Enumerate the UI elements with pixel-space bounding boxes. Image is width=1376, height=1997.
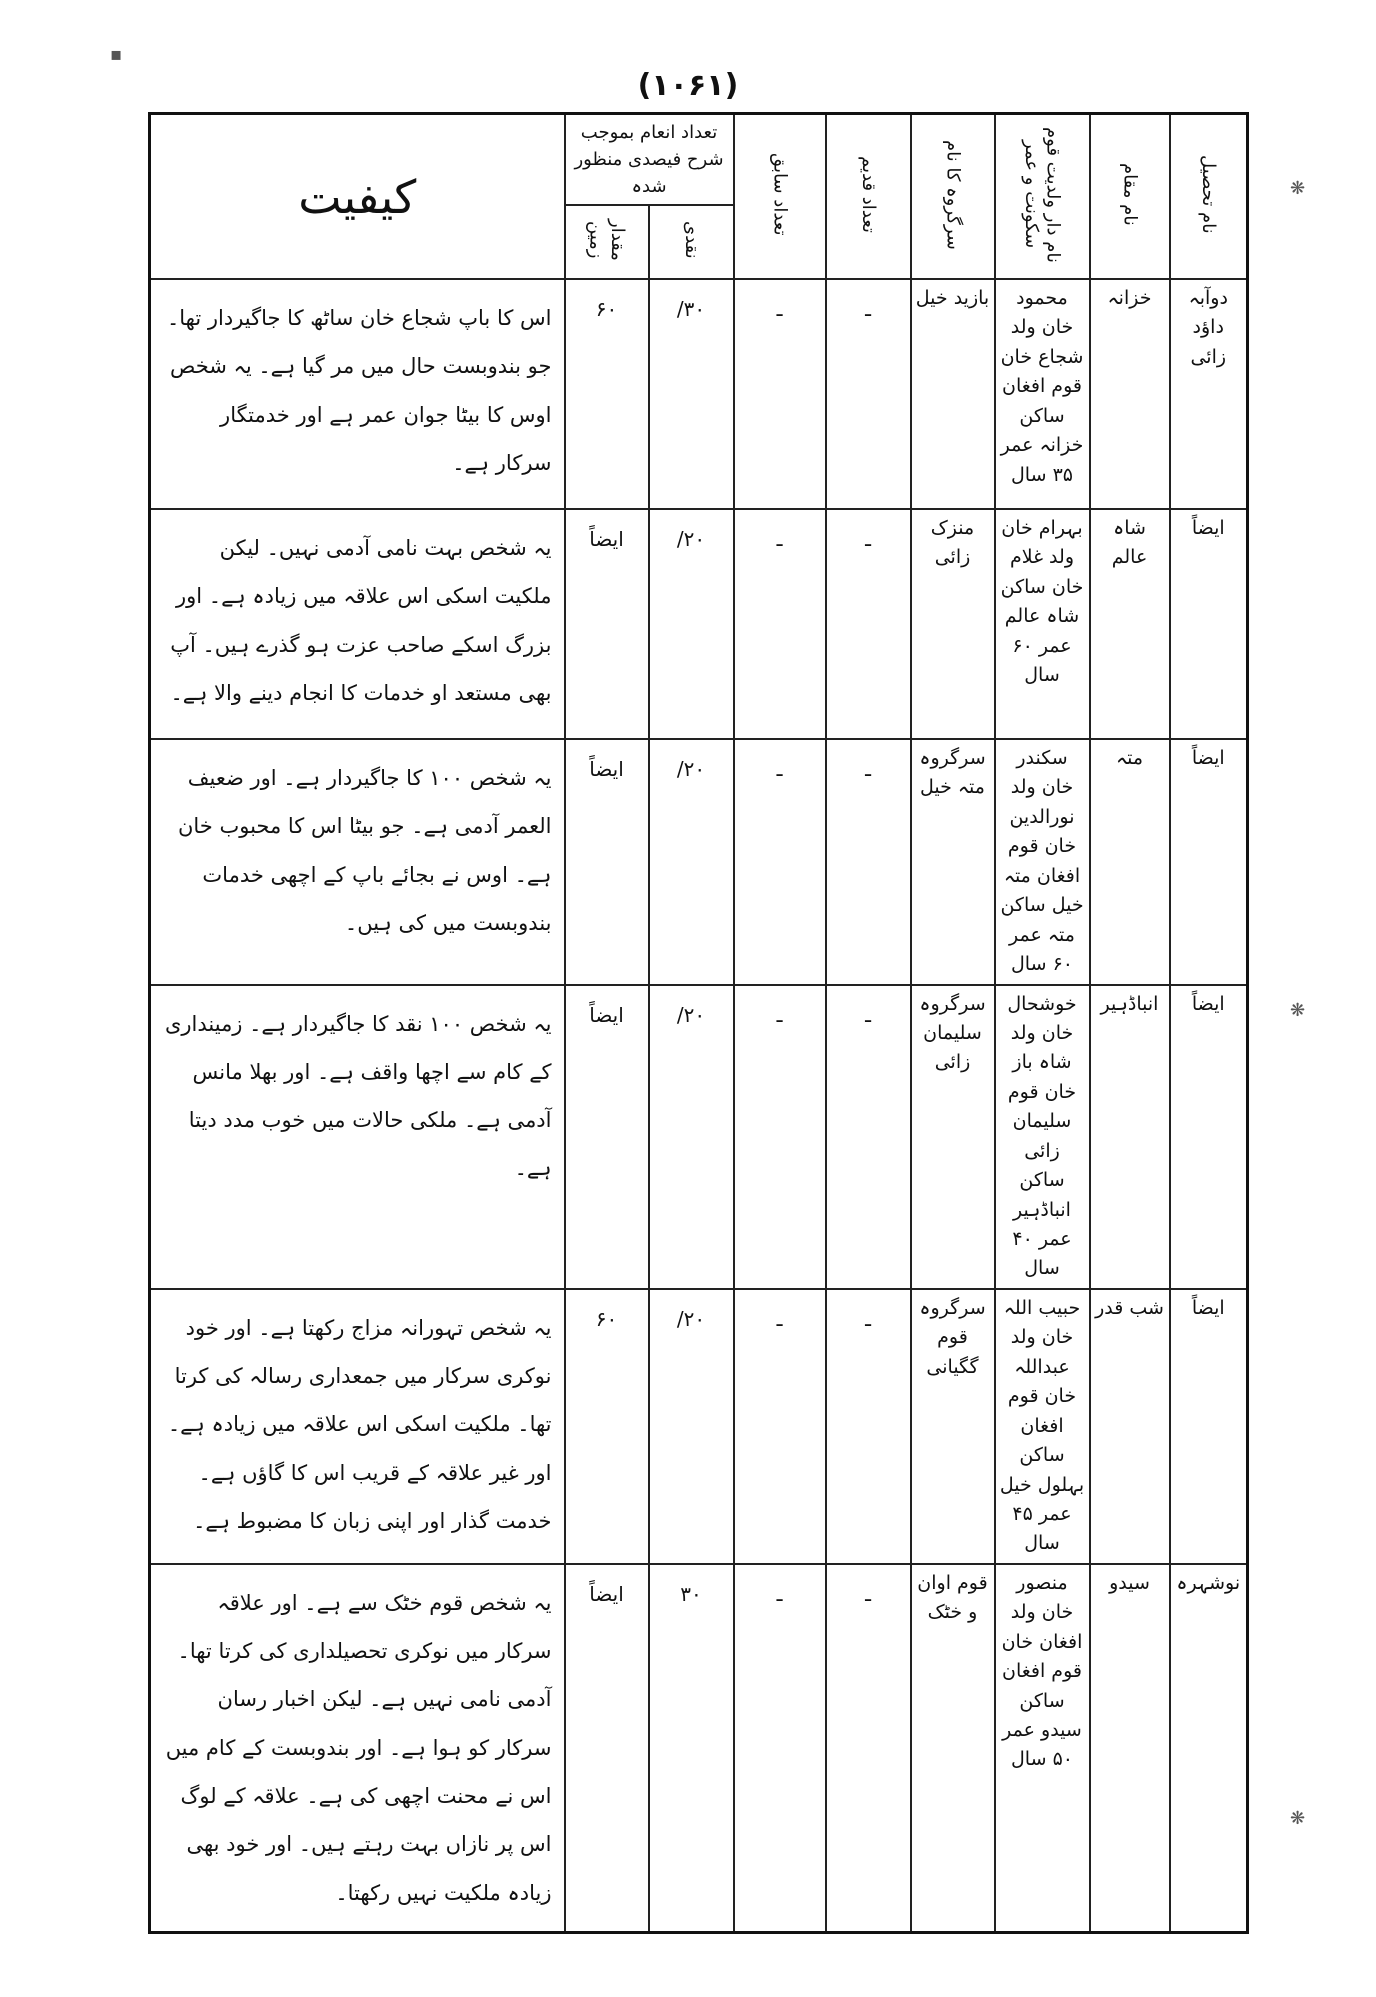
table-row bbox=[150, 279, 1248, 509]
header-prev-amount: تعداد سابق bbox=[734, 114, 826, 280]
grant-land-cell: ایضاً bbox=[565, 509, 649, 739]
group-cell: قوم اوان و خٹک bbox=[911, 1564, 995, 1933]
holder-cell: خوشحال خان ولد شاہ باز خان قوم سلیمان زائی ساکن انباڈہیر عمر ۴۰ سال bbox=[995, 985, 1090, 1289]
grant-cash-cell: ۳۰/ bbox=[649, 279, 734, 509]
prev-amount-cell: ـ bbox=[734, 1289, 826, 1564]
scan-speck-icon: ❋ bbox=[1290, 1808, 1306, 1829]
scan-speck-icon: ❋ bbox=[1290, 1000, 1306, 1021]
table-row bbox=[150, 739, 1248, 985]
old-count-cell: ـ bbox=[826, 509, 911, 739]
group-cell: بازید خیل bbox=[911, 279, 995, 509]
grant-cash-cell: ۳۰ bbox=[649, 1564, 734, 1933]
grant-land-cell: ۶۰ bbox=[565, 279, 649, 509]
page-number: (۱۰۶۱) bbox=[637, 68, 739, 103]
header-village: نام مقام bbox=[1090, 114, 1170, 280]
tehsil-cell: ایضاً bbox=[1170, 1289, 1248, 1564]
holder-cell: حبیب اللہ خان ولد عبداللہ خان قوم افغان ساکن بہلول خیل عمر ۴۵ سال bbox=[995, 1289, 1090, 1564]
grant-cash-cell: ۲۰/ bbox=[649, 985, 734, 1289]
village-cell: شاہ عالم bbox=[1090, 509, 1170, 739]
remarks-cell: یہ شخص ۱۰۰ کا جاگیردار ہے۔ اور ضعیف العمر آدمی ہے۔ جو بیٹا اس کا محبوب خان ہے۔ اوس نے بجائے باپ کے اچھی خدمات بندوبست میں کی ہیں۔ bbox=[150, 739, 565, 985]
village-cell: متہ bbox=[1090, 739, 1170, 985]
tehsil-cell: دوآبہ داؤد زائی bbox=[1170, 279, 1248, 509]
holder-cell: بہرام خان ولد غلام خان ساکن شاہ عالم عمر ۶۰ سال bbox=[995, 509, 1090, 739]
tehsil-cell: ایضاً bbox=[1170, 739, 1248, 985]
register-table bbox=[148, 112, 1249, 1934]
remarks-cell: اس کا باپ شجاع خان ساٹھ کا جاگیردار تھا۔ جو بندوبست حال میں مر گیا ہے۔ یہ شخص اوس کا بیٹا جوان عمر ہے اور خدمتگار سرکار ہے۔ bbox=[150, 279, 565, 509]
grant-cash-cell: ۲۰/ bbox=[649, 509, 734, 739]
scan-speck-icon: ❋ bbox=[1290, 178, 1306, 199]
header-holder: نام دار ولدیت قوم سکونت و عمر bbox=[995, 114, 1090, 280]
remarks-cell: یہ شخص تہورانہ مزاج رکھتا ہے۔ اور خود نوکری سرکار میں جمعداری رسالہ کی کرتا تھا۔ ملکیت اسکی اس علاقہ میں زیادہ ہے۔ اور غیر علاقہ کے قریب اس کا گاؤں ہے۔ خدمت گذار اور اپنی زبان کا مضبوط ہے۔ bbox=[150, 1289, 565, 1564]
remarks-cell: یہ شخص ۱۰۰ نقد کا جاگیردار ہے۔ زمینداری کے کام سے اچھا واقف ہے۔ اور بھلا مانس آدمی ہے۔ ملکی حالات میں خوب مدد دیتا ہے۔ bbox=[150, 985, 565, 1289]
table-row bbox=[150, 509, 1248, 739]
grant-land-cell: ایضاً bbox=[565, 739, 649, 985]
table-row bbox=[150, 985, 1248, 1289]
header-remarks: کیفیت bbox=[150, 114, 565, 280]
tehsil-cell: ایضاً bbox=[1170, 509, 1248, 739]
tehsil-cell: ایضاً bbox=[1170, 985, 1248, 1289]
group-cell: منزک زائی bbox=[911, 509, 995, 739]
header-tehsil: نام تحصیل bbox=[1170, 114, 1248, 280]
scan-speck-icon: ▪ bbox=[110, 44, 123, 65]
village-cell: شب قدر bbox=[1090, 1289, 1170, 1564]
grant-cash-cell: ۲۰/ bbox=[649, 1289, 734, 1564]
village-cell: خزانہ bbox=[1090, 279, 1170, 509]
grant-land-cell: ۶۰ bbox=[565, 1289, 649, 1564]
village-cell: انباڈہیر bbox=[1090, 985, 1170, 1289]
village-cell: سیدو bbox=[1090, 1564, 1170, 1933]
holder-cell: سکندر خان ولد نورالدین خان قوم افغان متہ خیل ساکن متہ عمر ۶۰ سال bbox=[995, 739, 1090, 985]
old-count-cell: ـ bbox=[826, 985, 911, 1289]
old-count-cell: ـ bbox=[826, 1564, 911, 1933]
header-group: سرگروہ کا نام bbox=[911, 114, 995, 280]
old-count-cell: ـ bbox=[826, 1289, 911, 1564]
old-count-cell: ـ bbox=[826, 279, 911, 509]
prev-amount-cell: ـ bbox=[734, 739, 826, 985]
table-row bbox=[150, 1564, 1248, 1933]
group-cell: سرگروہ قوم گگیانی bbox=[911, 1289, 995, 1564]
grant-land-cell: ایضاً bbox=[565, 1564, 649, 1933]
header-grant-cash: نقدی bbox=[649, 205, 734, 279]
prev-amount-cell: ـ bbox=[734, 985, 826, 1289]
header-grant-group: تعداد انعام بموجب شرح فیصدی منظور شدہ bbox=[565, 114, 734, 206]
table-row bbox=[150, 1289, 1248, 1564]
grant-land-cell: ایضاً bbox=[565, 985, 649, 1289]
header-old-count: تعداد قدیم bbox=[826, 114, 911, 280]
remarks-cell: یہ شخص قوم خٹک سے ہے۔ اور علاقہ سرکار میں نوکری تحصیلداری کی کرتا تھا۔ آدمی نامی نہیں ہے۔ لیکن اخبار رسان سرکار کو ہوا ہے۔ اور بندوبست کے کام میں اس نے محنت اچھی کی ہے۔ علاقہ کے لوگ اس پر نازاں بہت رہتے ہیں۔ اور خود بھی زیادہ ملکیت نہیں رکھتا۔ bbox=[150, 1564, 565, 1933]
prev-amount-cell: ـ bbox=[734, 1564, 826, 1933]
holder-cell: منصور خان ولد افغان خان قوم افغان ساکن سیدو عمر ۵۰ سال bbox=[995, 1564, 1090, 1933]
grant-cash-cell: ۲۰/ bbox=[649, 739, 734, 985]
header-grant-land: مقدار زمین bbox=[565, 205, 649, 279]
prev-amount-cell: ـ bbox=[734, 509, 826, 739]
tehsil-cell: نوشہرہ bbox=[1170, 1564, 1248, 1933]
group-cell: سرگروہ متہ خیل bbox=[911, 739, 995, 985]
remarks-cell: یہ شخص بہت نامی آدمی نہیں۔ لیکن ملکیت اسکی اس علاقہ میں زیادہ ہے۔ اور بزرگ اسکے صاحب عزت ہو گذرے ہیں۔ آپ بھی مستعد او خدمات کا انجام دینے والا ہے۔ bbox=[150, 509, 565, 739]
group-cell: سرگروہ سلیمان زائی bbox=[911, 985, 995, 1289]
holder-cell: محمود خان ولد شجاع خان قوم افغان ساکن خزانہ عمر ۳۵ سال bbox=[995, 279, 1090, 509]
old-count-cell: ـ bbox=[826, 739, 911, 985]
prev-amount-cell: ـ bbox=[734, 279, 826, 509]
